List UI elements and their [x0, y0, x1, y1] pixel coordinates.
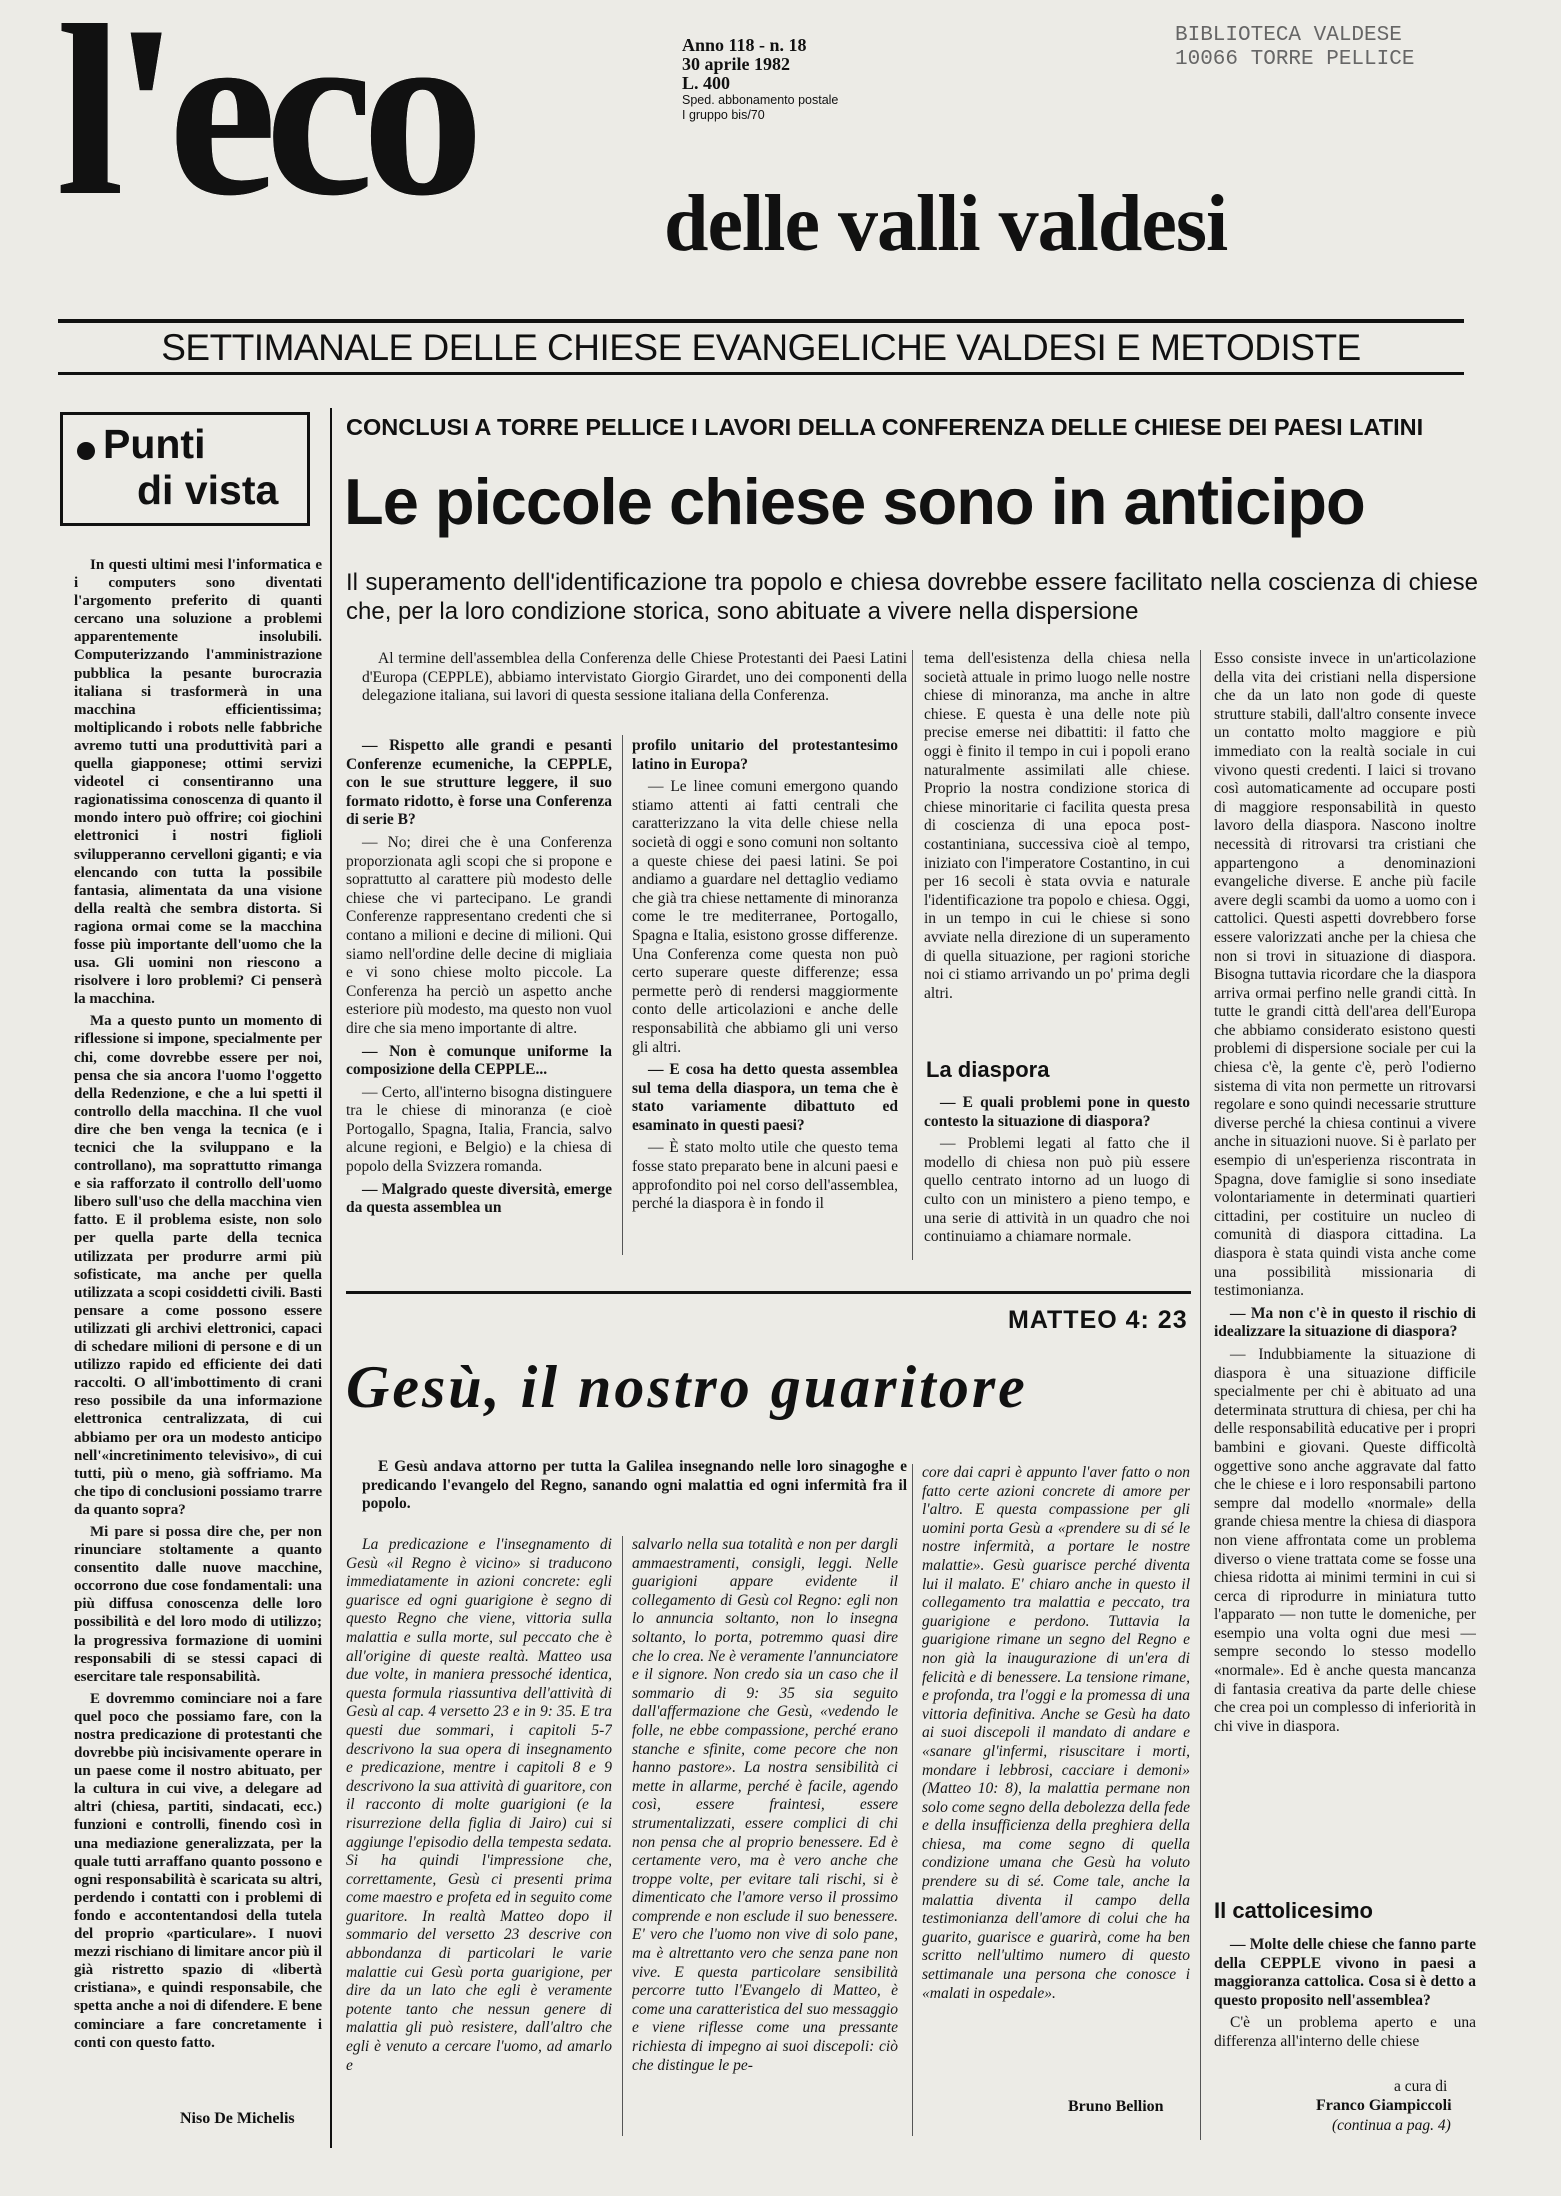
issue-price: L. 400: [682, 73, 731, 93]
punti-column-rule: [330, 408, 332, 2148]
masthead-rule-bottom: [58, 372, 1464, 375]
article-col-3b: [924, 1094, 1190, 1264]
library-stamp: [1175, 24, 1414, 72]
col-rule: [622, 1536, 623, 2136]
answer: — Problemi legati al fatto che il modello di chiesa non può più essere quello centrato intorno ad un luogo di culto con un ministero a pieno tempo, e una serie di attività in un quadro che noi continuiamo a chiamare normale.: [924, 1135, 1190, 1246]
question: — Molte delle chiese che fanno parte della CEPPLE vivono in paesi a maggioranza cattolica. Cosa si è detto a questo proposito nell'assemblea?: [1214, 1936, 1476, 2009]
article-col-1: [346, 737, 612, 1255]
answer: tema dell'esistenza della chiesa nella società attuale in primo luogo nelle nostre chiese di minoranza, ma anche in altre chiese. E questa è una delle note più precise emerse nei dibattiti: il fatto che oggi è finito il tempo in cui i popoli erano naturalmente assimilati alle chiese. Proprio la nostra condizione storica di chiese minoritarie ci facilita questa presa di coscienza di una epoca post-costantiniana, successiva cioè al tempo, iniziato con l'imperatore Costantino, in cui per 16 secoli è stata ovvia e naturale l'identificazione tra popolo e chiesa. Oggi, in un tempo in cui le chiese si sono avviate nella direzione di un superamento di quella situazione, per ragioni storiche noi ci stiamo arrivando un po' prima degli altri.: [924, 650, 1190, 1002]
bullet-dot: [77, 442, 95, 460]
punti-paragraph: In questi ultimi mesi l'informatica e i computers sono diventati l'argomento preferito di quanti cercano una soluzione a problemi apparentemente insolubili. Computerizzando l'amministrazione pubblica la pesante burocrazia italiana si trasformerà in una macchina efficientissima; moltiplicando i robots nelle fabbriche avremo tutti una produttività pari a quella giapponese; ottimi servizi videotel ci consentiranno una ragionatissima conoscenza di quanto il mondo intero può offrire; coi giochini elettronici i nostri figlioli svilupperanno cervelloni giganti; e via elencando con tutta la possibile fantasia, alimentata da una visione della realtà che sembra distorta. Si ragiona ormai come se la macchina fosse più importante dell'uomo che la usa. Gli uomini non riescono a risolvere i loro problemi? Ci penserà la macchina.: [74, 557, 322, 1008]
answer: — Le linee comuni emergono quando stiamo attenti ai fatti centrali che caratterizzano la vita delle chiese nella società di oggi e sono comuni non soltanto a queste chiese dei paesi latini. Se poi andiamo a guardare nel dettaglio vediamo che già tra chiese nettamente di minoranza come le tre mediterranee, Portogallo, Spagna e Italia, esistono grosse differenze. Una Conferenza come questa non può certo superare queste differenze; essa permette però di rendersi maggiormente conto delle articolazioni e anche delle responsabilità che abbiamo gli uni verso gli altri.: [632, 778, 898, 1056]
stamp-line-2: 10066 TORRE PELLICE: [1175, 48, 1415, 71]
article-headline: Le piccole chiese sono in anticipo: [344, 465, 1365, 538]
answer: — Indubbiamente la situazione di diaspora è una situazione difficile specialmente per chi è abituato ad una determinata struttura di chiesa, per chi ha delle responsabilità educative per i propri bambini e giovani. Queste difficoltà oggettive sono anche aggravate dal fatto che le chiese e i loro responsabili partono sempre dal modello «normale» della grande chiesa mentre la chiesa di diaspora non viene affrontata come un problema diverso o viene trattata come se fosse una chiesa ridotta ai minimi termini in cui si cerca di riprodurre in miniatura tutto l'apparato — non tutte le domeniche, per esempio una volta ogni due mesi — sempre secondo lo stesso modello «normale». Ed è anche questa mancanza di fantasia creativa da parte delle chiese che crea poi un complesso di inferiorità in chi vive in diaspora.: [1214, 1345, 1476, 1735]
question: profilo unitario del protestantesimo latino in Europa?: [632, 737, 898, 773]
meditation-headline: Gesù, il nostro guaritore: [346, 1354, 1028, 1420]
question: — Ma non c'è in questo il rischio di idealizzare la situazione di diaspora?: [1214, 1304, 1476, 1341]
answer: Esso consiste invece in un'articolazione della vita dei cristiani nella dispersione che da un lato non gode di queste strutture stabili, dall'altro consente invece un contatto molto maggiore e più immediato con la realtà sociale in cui vivono questi credenti. I laici si trovano così automaticamente ad occupare posti di maggiore responsabilità in questo lavoro della diaspora. Nascono inoltre necessità di ritrovarsi tra cristiani che appartengono a denominazioni evangeliche diverse. E anche più facile avere degli scambi da uomo a uomo con i cattolici. Questi aspetti dovrebbero forse essere valorizzati anche per la chiesa che non si trovi in situazione di diaspora. Bisogna tuttavia ricordare che la diaspora arriva ormai perfino nelle grandi città. In tutte le grandi città dell'area dell'Europa che abbiamo considerato esistono questi problemi di dispersione sociale per cui la chiesa c'è, la gente c'è, però l'odierno sistema di vita non permette un ritrovarsi regolare e sono quindi necessarie strutture diverse perché la chiesa continui a vivere anche in situazioni nuove. Si è parlato per esempio di un'esperienza riscontrata in Spagna, dove famiglie si sono insediate volontariamente in determinati quartieri cittadini, per costituire un nucleo di comunità di diaspora cittadina. La diaspora è stata quindi vista anche come una possibilità missionaria di testimonianza.: [1214, 650, 1476, 1300]
col-rule: [1200, 650, 1201, 2140]
article-kicker: CONCLUSI A TORRE PELLICE I LAVORI DELLA CONFERENZA DELLE CHIESE DEI PAESI LATINI: [346, 414, 1424, 440]
masthead-subtitle: SETTIMANALE DELLE CHIESE EVANGELICHE VALDESI E METODISTE: [161, 327, 1361, 368]
article-intro: Al termine dell'assemblea della Conferenza delle Chiese Protestanti dei Paesi Latini d'Europa (CEPPLE), abbiamo intervistato Giorgio Girardet, uno dei componenti della delegazione italiana, sui lavori di questa sessione italiana della Conferenza.: [362, 650, 907, 705]
postal-line-1: Sped. abbonamento postale: [682, 93, 839, 107]
article-deck: Il superamento dell'identificazione tra popolo e chiesa dovrebbe essere facilitato nella coscienza di chiese che, per la loro condizione storica, sono abituate a vivere nella dispersione: [346, 569, 1478, 625]
question: — E cosa ha detto questa assemblea sul tema della diaspora, un tema che è stato variamente dibattuto ed esaminato in questi paesi?: [632, 1061, 898, 1134]
answer: — È stato molto utile che questo tema fosse stato preparato bene in alcuni paesi e approfondito poi nel corso dell'assemblea, perché la diaspora è in fondo il: [632, 1139, 898, 1213]
credit-label: a cura di: [1394, 2078, 1448, 2095]
masthead-title: delle valli valdesi: [664, 180, 1228, 268]
meditation-col-2: [632, 1536, 898, 2136]
article-col-4: [1214, 650, 1476, 1912]
meditation-paragraph: core dai capri è appunto l'aver fatto o non fatto certe azioni concrete di amore per l'altro. E questa compassione per gli uomini porta Gesù a «prendere su di sé le nostre infermità, a portare le nostre malattie». Gesù guarisce perché diventa lui il malato. E' chiaro anche in questo il collegamento tra malattia e peccato, tra guarigione e perdono. Tuttavia la guarigione rimane un segno del Regno e non già la inaugurazione di un'era di felicità e di benessere. La tensione rimane, e profonda, tra l'oggi e la promessa di una vittoria definitiva. Anche se Gesù ha dato ai suoi discepoli il mandato di andare e «sanare gl'infermi, risuscitare i morti, mondare i lebbrosi, cacciare i demoni» (Matteo 10: 8), la malattia permane non solo come segno della debolezza della fede e della insufficienza della preghiera della chiesa, ma come segno di quella condizione umana che Gesù ha voluto prendere su di sé. Come tale, anche la malattia diventa il campo della testimonianza dell'amore di colui che ha guarito, guarisce e guarirà, come ha ben scritto nell'ultimo numero di questo settimanale una persona che conosce i «malati in ospedale».: [922, 1464, 1190, 2002]
punti-signature: Niso De Michelis: [180, 2110, 295, 2127]
meditation-reference: MATTEO 4: 23: [1008, 1306, 1188, 1334]
col-rule: [912, 1464, 913, 2136]
masthead-rule-top: [58, 319, 1464, 323]
punti-paragraph: Mi pare si possa dire che, per non rinunciare stoltamente a quanto consentito dalle nuove macchine, occorrono due cose fondamentali: una più diffusa conoscenza delle loro possibilità e del loro modo di utilizzo; la progressiva formazione di uomini responsabili di se stessi capaci di esercitare tale responsabilità.: [74, 1523, 322, 1685]
question: — E quali problemi pone in questo contesto la situazione di diaspora?: [924, 1094, 1190, 1130]
answer: C'è un problema aperto e una differenza all'interno delle chiese: [1214, 2014, 1476, 2050]
punti-body: [74, 556, 322, 2106]
punti-paragraph: Ma a questo punto un momento di riflessione si impone, specialmente per chi, come dovrebbe essere per noi, pensa che sia ancora l'uomo l'oggetto della Redenzione, e che a lui spetti il controllo della macchina. Il che vuol dire che ben venga la tecnica (e i tecnici che la sviluppano e la controllano), ma soprattutto rimanga e sia rafforzato il controllo dell'uomo libero sull'uso che della macchina vien fatto. E il problema esiste, non solo per quella parte della tecnica utilizzata per produrre armi più sofisticate, ma anche per quella utilizzata a scopi cosiddetti civili. Basti pensare a come possono essere utilizzati gli archivi elettronici, capaci di schedare milioni di persone e di un utilizzo rapido ed efficiente dei dati raccolti. O all'imbottimento di crani reso possibile da una informazione elettronica centralizzata, di cui abbiamo per ora un modesto anticipo nell'«incretinimento televisivo», di cui tutti, più o meno, già soffriamo. Ma che tipo di conclusioni possiamo trarre da quanto sopra?: [74, 1013, 322, 1518]
meditation-col-1: [346, 1536, 612, 2136]
article-col-2: [632, 737, 898, 1255]
punti-box: [60, 412, 310, 526]
subhead-diaspora: La diaspora: [926, 1057, 1050, 1082]
question: — Rispetto alle grandi e pesanti Conferenze ecumeniche, la CEPPLE, con le sue strutture leggere, il suo formato ridotto, è forse una Conferenza di serie B?: [346, 737, 612, 829]
meditation-verse: E Gesù andava attorno per tutta la Galilea insegnando nelle loro sinagoghe e predicando l'evangelo del Regno, sanando ogni malattia ed ogni infermità fra il popolo.: [362, 1458, 907, 1513]
article-col-4b: [1214, 1936, 1476, 2056]
issue-date: 30 aprile 1982: [682, 54, 790, 74]
masthead-logo: l'eco: [56, 0, 473, 246]
meditation-rule: [346, 1291, 1191, 1294]
credit-name: Franco Giampiccoli: [1316, 2097, 1452, 2114]
meditation-paragraph: salvarlo nella sua totalità e non per dargli ammaestramenti, consigli, leggi. Nelle guarigioni appare evidente il collegamento di Gesù col Regno: egli non lo annuncia soltanto, non lo insegna soltanto, lo porta, potremmo quasi dire che lo crea. Ne è veramente l'annunciatore e il signore. Non credo sia un caso che il sommario di 9: 35 sia seguito dall'affermazione che Gesù, «vedendo le folle, ne ebbe compassione, perché erano stanche e sfinite, come pecore che non hanno pastore». La nostra sensibilità ci mette in allarme, perché è facile, agendo così, essere fraintesi, essere strumentalizzati, essere complici di chi non pensa che al proprio benessere. Ed è certamente vero, ma è vero anche che troppe volte, per evitare tali rischi, si è dimenticato che l'amore verso il prossimo comprende e non esclude il suo benessere. E' vero che l'uomo non vive di solo pane, ma è altrettanto vero che senza pane non vive. E questa particolare sensibilità percorre tutto l'Evangelo di Matteo, è come una caratteristica del suo messaggio e viene riflesse come una pressante richiesta di impegno ai suoi discepoli: ciò che distingue le pe-: [632, 1536, 898, 2074]
question: — Non è comunque uniforme la composizione della CEPPLE...: [346, 1042, 612, 1079]
answer: — Certo, all'interno bisogna distinguere tra le chiese di minoranza (e cioè Portogallo, Spagna, Italia, Francia, salvo alcune regioni, e Belgio) e la chiesa di popolo della Svizzera romanda.: [346, 1083, 612, 1176]
meditation-col-3: [922, 1464, 1190, 2088]
meditation-signature: Bruno Bellion: [1068, 2098, 1164, 2115]
col-rule: [912, 650, 913, 1260]
answer: — No; direi che è una Conferenza proporzionata agli scopi che si propone e soprattutto al carattere più modesto delle chiese che vi partecipano. Le grandi Conferenze rappresentano credenti che si contano a milioni e decine di milioni. Qui siamo nell'ordine delle decine di migliaia e vi sono chiese molto piccole. La Conferenza ha perciò un aspetto anche esteriore più modesto, ma questo non vuol dire che sia meno importante di altre.: [346, 833, 612, 1037]
meditation-paragraph: La predicazione e l'insegnamento di Gesù «il Regno è vicino» si traducono immediatamente in azioni concrete: egli guarisce ed ogni guarigione è segno di questo Regno che viene, vittoria sulla malattia e sulla morte, sul peccato che è all'origine di queste realtà. Matteo usa due volte, in maniera pressoché identica, questa formula riassuntiva dell'attività di Gesù al cap. 4 versetto 23 e in 9: 35. E tra questi due sommari, i capitoli 5-7 descrivono la sua opera di insegnamento e predicazione, mentre i capitoli 8 e 9 descrivono la sua attività di guaritore, con il racconto di molte guarigioni (e la risurrezione della figlia di Jairo) cui si aggiunge l'episodio della tempesta sedata. Si ha quindi l'impressione che, correttamente, Gesù ci presenti prima come maestro e profeta ed in seguito come guaritore. In realtà Matteo dopo il sommario del versetto 23 descrive con abbondanza di particolari le varie malattie cui Gesù porta guarigione, per dire da un lato che egli è veramente potente tanto che nessun genere di malattia gli può resistere, dall'altro che egli è venuto a cercare l'uomo, ad amarlo e: [346, 1536, 612, 2074]
question: — Malgrado queste diversità, emerge da questa assemblea un: [346, 1180, 612, 1217]
issue-number: Anno 118 - n. 18: [682, 35, 807, 55]
subhead-cattolicesimo: Il cattolicesimo: [1214, 1898, 1373, 1923]
punti-title-2: di vista: [137, 467, 279, 513]
punti-paragraph: E dovremmo cominciare noi a fare quel poco che possiamo fare, con la nostra predicazione di protestanti che dovrebbe più incisivamente operare in un paese come il nostro abituato, per la cultura in cui vive, a delegare ad altri (chiesa, partiti, sindacati, ecc.) funzioni e controlli, finendo così in una mediazione generalizzata, per la quale tutti arraffano quanto possono e ogni responsabilità è scaricata su altri, perdendo i contatti con i problemi di fondo e accontentandosi della tutela del proprio «particulare». I nuovi mezzi rischiano di limitare ancor più il già ristretto spazio di «libertà cristiana», e quindi responsabile, che spetta anche a noi di difendere. E bene cominciare a fare concretamente i conti con questo fatto.: [74, 1690, 322, 2051]
article-col-3: [924, 650, 1190, 1056]
punti-title-1: Punti: [103, 421, 206, 467]
stamp-line-1: BIBLIOTECA VALDESE: [1175, 24, 1402, 47]
issue-info: [682, 36, 838, 123]
col-rule: [622, 735, 623, 1255]
continued-note: (continua a pag. 4): [1332, 2117, 1451, 2134]
postal-line-2: I gruppo bis/70: [682, 108, 765, 122]
